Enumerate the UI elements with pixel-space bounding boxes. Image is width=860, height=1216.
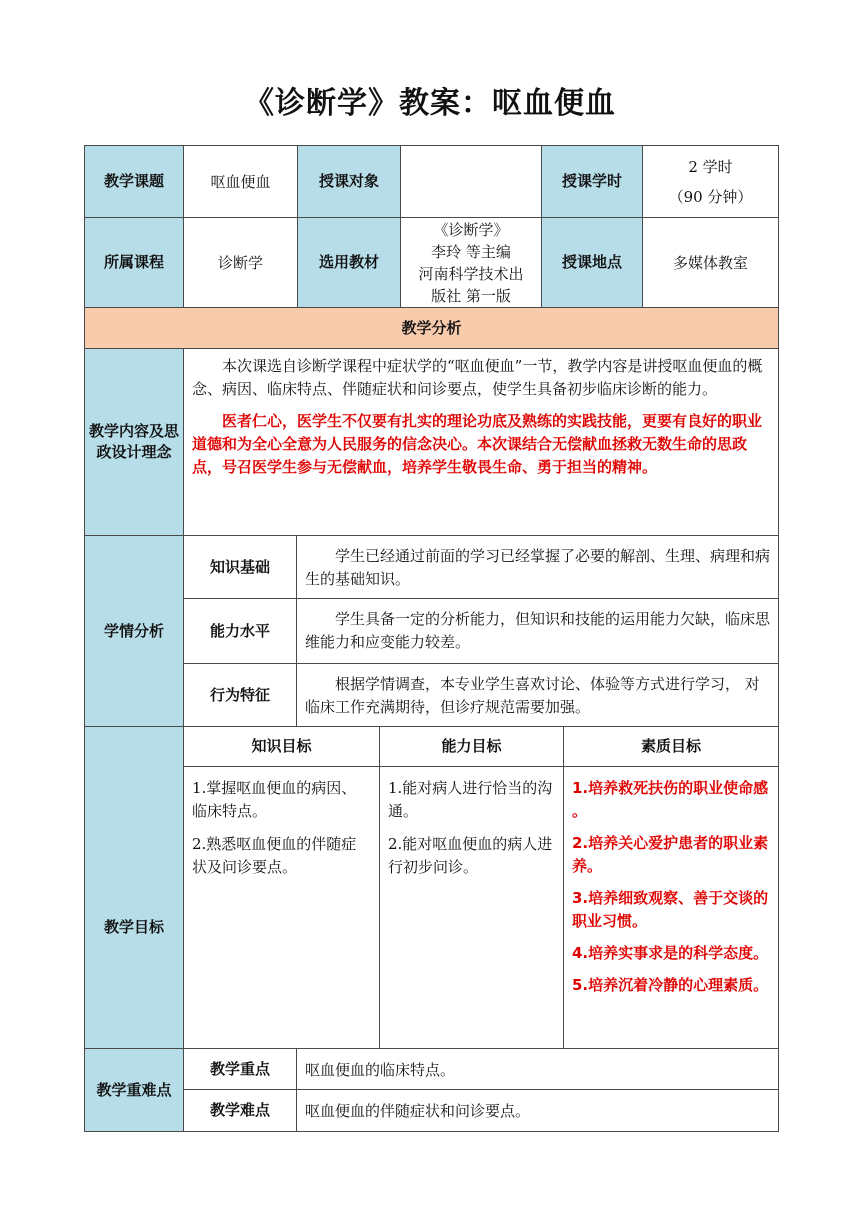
analysis-section-header: 教学分析 [84, 307, 779, 349]
content-label: 教学内容及思政设计理念 [84, 348, 184, 536]
behavior-cell [296, 663, 779, 727]
course-value: 诊断学 [183, 217, 298, 308]
ability-objective-list [379, 766, 564, 1049]
focus-text: 呕血便血的临床特点。 [296, 1048, 779, 1090]
location-label: 授课地点 [541, 217, 643, 308]
quality-objective-header: 素质目标 [563, 726, 779, 767]
audience-label: 授课对象 [297, 145, 401, 218]
location-value: 多媒体教室 [642, 217, 779, 308]
topic-value: 呕血便血 [183, 145, 298, 218]
list-item: 1.培养救死扶伤的职业使命感 。 [572, 779, 769, 820]
course-label: 所属课程 [84, 217, 184, 308]
list-item: 1.掌握呕血便血的病因、临床特点。 [192, 779, 357, 820]
textbook-label: 选用教材 [297, 217, 401, 308]
hours-line-2: （90 分钟） [668, 187, 753, 206]
list-item: 4.培养实事求是的科学态度。 [572, 944, 769, 962]
ability-level-label: 能力水平 [183, 598, 297, 664]
ability-level-text: 学生具备一定的分析能力，但知识和技能的运用能力欠缺，临床思维能力和应变能力较差。 [305, 610, 771, 651]
key-points-label: 教学重难点 [84, 1048, 184, 1132]
knowledge-objective-list [183, 766, 380, 1049]
objectives-label: 教学目标 [84, 726, 184, 1049]
list-item: 5.培养沉着冷静的心理素质。 [572, 976, 769, 994]
content-cell [183, 348, 779, 536]
textbook-value [400, 217, 542, 308]
behavior-label: 行为特征 [183, 663, 297, 727]
textbook-line: 李玲 等主编 [431, 242, 511, 261]
hours-line-1: 2 学时 [688, 157, 733, 176]
list-item: 1.能对病人进行恰当的沟通。 [388, 779, 553, 820]
textbook-line: 版社 第一版 [431, 286, 511, 305]
knowledge-base-label: 知识基础 [183, 535, 297, 599]
audience-value [400, 145, 542, 218]
ability-objective-header: 能力目标 [379, 726, 564, 767]
behavior-text: 根据学情调查，本专业学生喜欢讨论、体验等方式进行学习， 对临床工作充满期待，但诊疗规范需要加强。 [305, 675, 760, 716]
ideology-paragraph: 医者仁心，医学生不仅要有扎实的理论功底及熟练的实践技能，更要有良好的职业道德和为全心全意为人民服务的信念决心。本次课结合无偿献血拯救无数生命的思政点，号召医学生参与无偿献血，培养学生敬畏生命、勇于担当的精神。 [192, 412, 763, 476]
topic-label: 教学课题 [84, 145, 184, 218]
students-label: 学情分析 [84, 535, 184, 727]
content-paragraph: 本次课选自诊断学课程中症状学的“呕血便血”一节，教学内容是讲授呕血便血的概念、病因、临床特点、伴随症状和问诊要点，使学生具备初步临床诊断的能力。 [192, 357, 763, 398]
difficulty-text: 呕血便血的伴随症状和问诊要点。 [296, 1089, 779, 1132]
hours-label: 授课学时 [541, 145, 643, 218]
knowledge-base-cell [296, 535, 779, 599]
list-item: 2.熟悉呕血便血的伴随症状及问诊要点。 [192, 835, 357, 876]
list-item: 2.能对呕血便血的病人进行初步问诊。 [388, 835, 553, 876]
textbook-line: 河南科学技术出 [418, 264, 524, 283]
difficulty-label: 教学难点 [183, 1089, 297, 1132]
list-item: 2.培养关心爱护患者的职业素养。 [572, 834, 769, 875]
ability-level-cell [296, 598, 779, 664]
list-item: 3.培养细致观察、善于交谈的职业习惯。 [572, 889, 769, 930]
focus-label: 教学重点 [183, 1048, 297, 1090]
hours-value [642, 145, 779, 218]
document-title: 《诊断学》教案：呕血便血 [244, 86, 616, 121]
textbook-line: 《诊断学》 [433, 220, 509, 239]
quality-objective-list [563, 766, 779, 1049]
knowledge-objective-header: 知识目标 [183, 726, 380, 767]
knowledge-base-text: 学生已经通过前面的学习已经掌握了必要的解剖、生理、病理和病生的基础知识。 [305, 547, 771, 588]
